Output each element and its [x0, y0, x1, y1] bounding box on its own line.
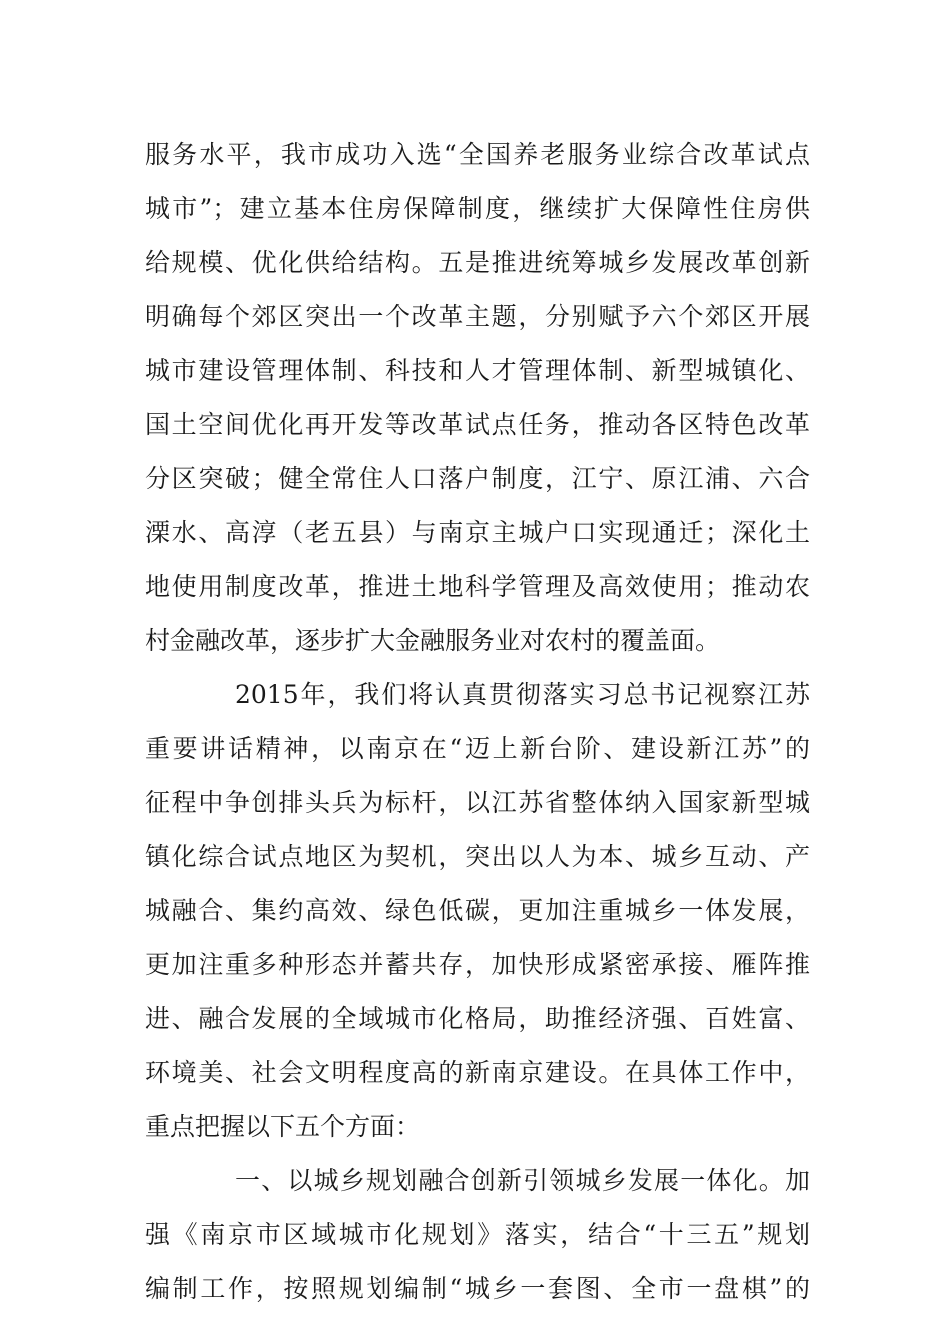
- text-line: 城市”；建立基本住房保障制度，继续扩大保障性住房供: [145, 194, 810, 223]
- paragraph-first-line: 一、以城乡规划融合创新引领城乡发展一体化。加: [235, 1166, 810, 1195]
- text-line: 溧水、高淳（老五县）与南京主城户口实现通迁；深化土: [145, 518, 810, 547]
- text-line: 更加注重多种形态并蓄共存，加快形成紧密承接、雁阵推: [145, 950, 810, 979]
- text-line: 城融合、集约高效、绿色低碳，更加注重城乡一体发展，: [145, 896, 810, 925]
- text-line: 给规模、优化供给结构。五是推进统筹城乡发展改革创新: [145, 248, 810, 277]
- text-line: 重要讲话精神，以南京在“迈上新台阶、建设新江苏”的: [145, 734, 810, 763]
- text-line: 编制工作，按照规划编制“城乡一套图、全市一盘棋”的: [145, 1274, 810, 1303]
- text-line: 地使用制度改革，推进土地科学管理及高效使用；推动农: [145, 572, 810, 601]
- text-line: 进、融合发展的全域城市化格局，助推经济强、百姓富、: [145, 1004, 810, 1033]
- text-line: 国土空间优化再开发等改革试点任务，推动各区特色改革: [145, 410, 810, 439]
- text-line: 重点把握以下五个方面：: [145, 1112, 421, 1141]
- text-line: 环境美、社会文明程度高的新南京建设。在具体工作中，: [145, 1058, 810, 1087]
- body-text: [145, 128, 810, 1316]
- text-line: 城市建设管理体制、科技和人才管理体制、新型城镇化、: [145, 356, 810, 385]
- text-line: 镇化综合试点地区为契机，突出以人为本、城乡互动、产: [145, 842, 810, 871]
- text-line: 分区突破；健全常住人口落户制度，江宁、原江浦、六合: [145, 464, 810, 493]
- text-line: 明确每个郊区突出一个改革主题，分别赋予六个郊区开展: [145, 302, 810, 331]
- paragraph-first-line: 2015年，我们将认真贯彻落实习总书记视察江苏: [235, 680, 810, 709]
- text-line: 强《南京市区域城市化规划》落实，结合“十三五”规划: [145, 1220, 810, 1249]
- text-line: 村金融改革，逐步扩大金融服务业对农村的覆盖面。: [145, 626, 721, 655]
- text-line: 征程中争创排头兵为标杆，以江苏省整体纳入国家新型城: [145, 788, 810, 817]
- text-line: 服务水平，我市成功入选“全国养老服务业综合改革试点: [145, 140, 810, 169]
